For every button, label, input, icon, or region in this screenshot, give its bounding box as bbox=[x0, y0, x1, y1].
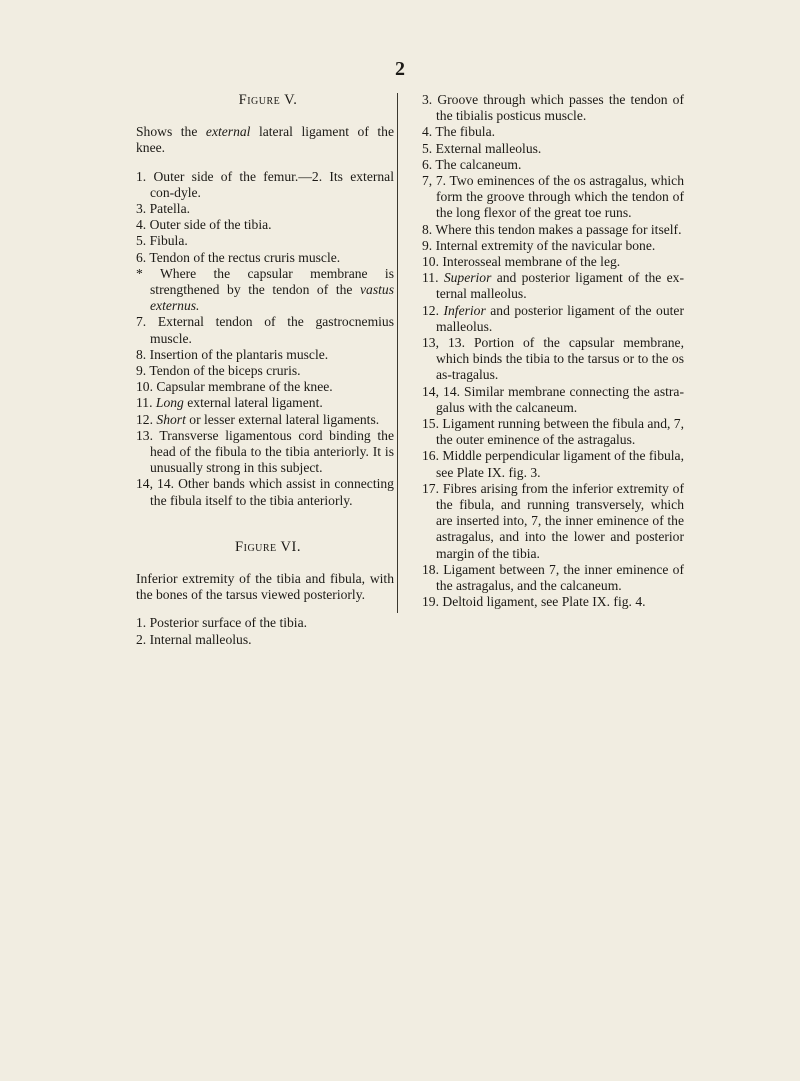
legend-item-text-end: and posterior ligament of the outer malleolus. bbox=[436, 302, 684, 334]
legend-item bbox=[136, 632, 394, 648]
legend-item-number: 12. bbox=[136, 411, 153, 427]
legend-item bbox=[136, 169, 394, 201]
legend-item-text: Capsular membrane of the knee. bbox=[156, 379, 333, 395]
legend-item-text: Patella. bbox=[149, 201, 190, 217]
legend-item-text: The calcaneum. bbox=[435, 156, 522, 172]
legend-item bbox=[422, 92, 684, 124]
legend-item-text-end: external lateral ligament. bbox=[183, 395, 323, 411]
legend-item bbox=[136, 412, 394, 428]
figure-6-legend-list-continued bbox=[422, 92, 684, 611]
figure-5-desc-text-end: lateral ligament of the knee. bbox=[136, 124, 394, 156]
legend-item-number: 2. bbox=[136, 631, 147, 647]
legend-item-number: 6. bbox=[422, 156, 433, 172]
legend-item-number: 7. bbox=[136, 314, 147, 330]
legend-item-text: Portion of the capsular membrane, which binds the tibia to the tarsus or to the os as-tragalus. bbox=[436, 335, 684, 383]
legend-item bbox=[136, 347, 394, 363]
legend-item-text: Two eminences of the os astragalus, which form the groove through which the tendon of the long flexor of the great toe runs. bbox=[436, 173, 684, 221]
legend-item-text: External malleolus. bbox=[435, 140, 542, 156]
legend-item-emphasis: Inferior bbox=[443, 302, 486, 318]
legend-item bbox=[422, 562, 684, 594]
legend-item-number: 3. bbox=[136, 201, 147, 217]
figure-6-description: Inferior extremity of the tibia and fibula, with the bones of the tarsus viewed posteriorly. bbox=[136, 571, 394, 603]
legend-item bbox=[422, 222, 684, 238]
legend-item bbox=[422, 481, 684, 562]
legend-item bbox=[136, 217, 394, 233]
legend-item bbox=[422, 335, 684, 384]
figure-6-heading: Figure VI. bbox=[235, 538, 301, 555]
legend-item bbox=[422, 416, 684, 448]
legend-item bbox=[422, 270, 684, 302]
legend-item-number: 9. bbox=[422, 237, 433, 253]
figure-6-legend-list bbox=[136, 615, 394, 647]
legend-item bbox=[136, 615, 394, 631]
legend-item-text-end: or lesser external lateral ligaments. bbox=[185, 411, 380, 427]
legend-item-text: Fibula. bbox=[149, 233, 188, 249]
legend-item-number: 8. bbox=[136, 346, 147, 362]
legend-item-number: 8. bbox=[422, 221, 433, 237]
legend-item-text: Tendon of the rectus cruris muscle. bbox=[149, 249, 341, 265]
legend-item bbox=[136, 266, 394, 315]
legend-item bbox=[136, 233, 394, 249]
legend-item bbox=[422, 594, 684, 610]
left-column bbox=[136, 92, 394, 648]
legend-item-text: Outer side of the femur.—2. Its external con-dyle. bbox=[150, 168, 394, 200]
legend-item-text: The fibula. bbox=[435, 124, 495, 140]
legend-item bbox=[422, 141, 684, 157]
legend-item-number: * bbox=[136, 265, 143, 281]
legend-item bbox=[136, 201, 394, 217]
legend-item-text: Deltoid ligament, see Plate IX. fig. 4. bbox=[442, 594, 646, 610]
legend-item-text: Where this tendon makes a passage for itself. bbox=[435, 221, 682, 237]
legend-item-emphasis: vastus externus. bbox=[150, 282, 394, 314]
legend-item-text: Transverse ligamentous cord binding the head of the fibula to the tibia anteriorly. It is unusually strong in this subject. bbox=[150, 427, 394, 476]
figure-5-heading: Figure V. bbox=[238, 92, 298, 108]
right-column bbox=[422, 92, 684, 611]
legend-item-number: 5. bbox=[136, 233, 147, 249]
legend-item-emphasis: Long bbox=[155, 395, 184, 411]
legend-item-number: 10. bbox=[136, 379, 153, 395]
legend-item-text: Internal malleolus. bbox=[149, 631, 252, 647]
legend-item-text: Groove through which passes the tendon of the tibialis posticus muscle. bbox=[436, 92, 684, 124]
legend-item-number: 9. bbox=[136, 363, 147, 379]
legend-item bbox=[422, 384, 684, 416]
legend-item-number: 19. bbox=[422, 594, 439, 610]
legend-item-number: 13, 13. bbox=[422, 335, 465, 351]
legend-item bbox=[422, 173, 684, 222]
legend-item-text: Ligament between 7, the inner eminence of the astragalus, and the calcaneum. bbox=[436, 561, 684, 594]
legend-item-number: 17. bbox=[422, 480, 439, 496]
figure-5-desc-emphasis: external bbox=[205, 124, 251, 140]
legend-item-number: 5. bbox=[422, 140, 433, 156]
legend-item-text: Outer side of the tibia. bbox=[149, 217, 272, 233]
legend-item bbox=[422, 254, 684, 270]
legend-item-number: 12. bbox=[422, 302, 439, 318]
legend-item-number: 10. bbox=[422, 254, 439, 270]
legend-item-emphasis: Superior bbox=[443, 270, 492, 286]
legend-item bbox=[136, 250, 394, 266]
figure-5-legend-list bbox=[136, 169, 394, 509]
legend-item-number: 4. bbox=[422, 124, 433, 140]
legend-item-number: 16. bbox=[422, 448, 439, 464]
legend-item-number: 14, 14. bbox=[422, 383, 461, 399]
legend-item-number: 13. bbox=[136, 427, 153, 443]
column-divider bbox=[397, 93, 398, 613]
legend-item bbox=[422, 303, 684, 335]
legend-item bbox=[136, 395, 394, 411]
legend-item-number: 11. bbox=[136, 395, 153, 411]
legend-item bbox=[136, 363, 394, 379]
legend-item-text: Fibres arising from the inferior extremity of the fibula, and running transversely, which are inserted into, 7, the inner eminence of the astragalus, and into the lower and posterior margin of the tibia. bbox=[436, 480, 684, 561]
legend-item-text: External tendon of the gastrocnemius muscle. bbox=[150, 314, 395, 346]
legend-item bbox=[136, 379, 394, 395]
legend-item-number: 4. bbox=[136, 217, 147, 233]
legend-item-number: 11. bbox=[422, 270, 439, 286]
legend-item bbox=[422, 157, 684, 173]
legend-item bbox=[136, 314, 394, 346]
legend-item-text: Tendon of the biceps cruris. bbox=[149, 363, 301, 379]
legend-item-text: Similar membrane connecting the astra-galus with the calcaneum. bbox=[436, 383, 684, 415]
legend-item-number: 3. bbox=[422, 92, 433, 107]
legend-item bbox=[422, 124, 684, 140]
legend-item bbox=[136, 476, 394, 508]
legend-item-number: 6. bbox=[136, 249, 147, 265]
legend-item-number: 1. bbox=[136, 168, 147, 184]
figure-5-desc-text: Shows the bbox=[136, 124, 206, 140]
legend-item bbox=[422, 238, 684, 254]
legend-item-text: Posterior surface of the tibia. bbox=[149, 615, 308, 631]
legend-item-number: 14, 14. bbox=[136, 476, 175, 492]
legend-item bbox=[422, 448, 684, 480]
legend-item-emphasis: Short bbox=[156, 411, 186, 427]
legend-item-number: 7, 7. bbox=[422, 173, 447, 189]
legend-item-number: 15. bbox=[422, 416, 439, 432]
legend-item-text: Middle perpendicular ligament of the fibula, see Plate IX. fig. 3. bbox=[436, 448, 684, 480]
legend-item-text: Insertion of the plantaris muscle. bbox=[149, 346, 329, 362]
legend-item-number: 1. bbox=[136, 615, 147, 631]
legend-item-text: Where the capsular membrane is strengthened by the tendon of the bbox=[150, 265, 394, 298]
legend-item-text: Interosseal membrane of the leg. bbox=[442, 254, 621, 270]
legend-item-text: Internal extremity of the navicular bone. bbox=[435, 237, 656, 253]
legend-item-number: 18. bbox=[422, 561, 439, 577]
figure-5-description bbox=[136, 124, 394, 156]
page-number: 2 bbox=[395, 58, 405, 80]
legend-item-text: Other bands which assist in connecting the fibula itself to the tibia anteriorly. bbox=[150, 476, 394, 508]
legend-item-text-end: and posterior ligament of the ex-ternal malleolus. bbox=[436, 270, 684, 302]
legend-item-text: Ligament running between the fibula and, 7, the outer eminence of the astragalus. bbox=[436, 416, 685, 448]
legend-item bbox=[136, 428, 394, 477]
